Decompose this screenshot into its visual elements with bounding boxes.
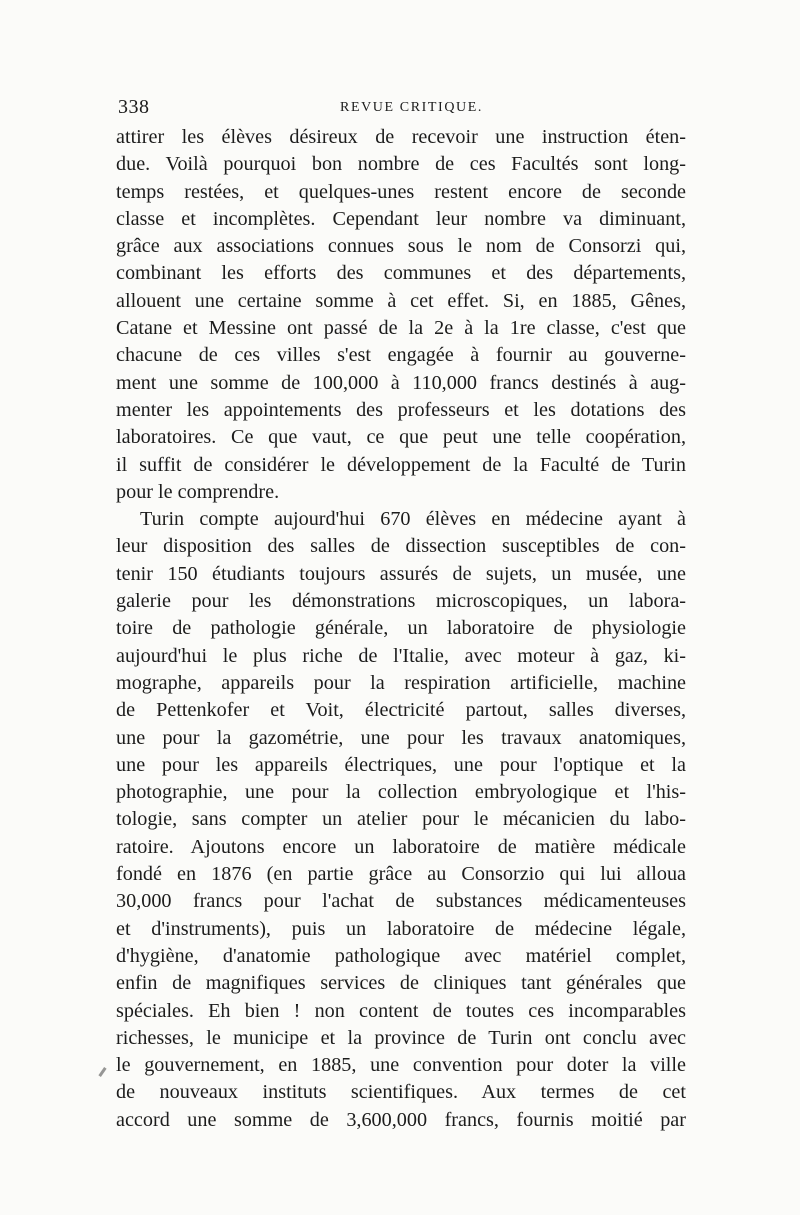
paragraph-1 xyxy=(116,124,686,506)
page-header xyxy=(118,96,684,122)
text-line: 30,000 francs pour l'achat de substances médicamenteuses xyxy=(116,890,686,913)
text-line: leur disposition des salles de dissection susceptibles de con- xyxy=(116,535,686,558)
text-line: richesses, le municipe et la province de Turin ont conclu avec xyxy=(116,1026,686,1049)
text-line: Catane et Messine ont passé de la 2e à la 1re classe, c'est que xyxy=(116,317,686,340)
body-text xyxy=(116,124,686,1134)
text-line: photographie, une pour la collection embryologique et l'his- xyxy=(116,781,686,804)
text-line: aujourd'hui le plus riche de l'Italie, avec moteur à gaz, ki- xyxy=(116,644,686,667)
text-line: fondé en 1876 (en partie grâce au Consorzio qui lui alloua xyxy=(116,863,686,886)
text-line: une pour la gazométrie, une pour les travaux anatomiques, xyxy=(116,726,686,749)
text-line: une pour les appareils électriques, une pour l'optique et la xyxy=(116,753,686,776)
text-line: due. Voilà pourquoi bon nombre de ces Facultés sont long- xyxy=(116,153,686,176)
text-line: mographe, appareils pour la respiration artificielle, machine xyxy=(116,671,686,694)
text-line: de Pettenkofer et Voit, électricité partout, salles diverses, xyxy=(116,699,686,722)
text-line: spéciales. Eh bien ! non content de toutes ces incomparables xyxy=(116,999,686,1022)
running-title: REVUE CRITIQUE. xyxy=(340,100,483,115)
text-line: de nouveaux instituts scientifiques. Aux termes de cet xyxy=(116,1081,686,1104)
text-line: grâce aux associations connues sous le nom de Consorzi qui, xyxy=(116,235,686,258)
text-line: ratoire. Ajoutons encore un laboratoire de matière médicale xyxy=(116,835,686,858)
text-line: laboratoires. Ce que vaut, ce que peut une telle coopération, xyxy=(116,426,686,449)
text-line: temps restées, et quelques-unes restent encore de seconde xyxy=(116,180,686,203)
text-line: attirer les élèves désireux de recevoir une instruction éten- xyxy=(116,126,686,148)
text-line: tenir 150 étudiants toujours assurés de sujets, un musée, une xyxy=(116,562,686,585)
paragraph-2 xyxy=(116,506,686,1134)
text-line: combinant les efforts des communes et des départements, xyxy=(116,262,686,285)
page-number: 338 xyxy=(118,96,150,118)
text-line: galerie pour les démonstrations microscopiques, un labora- xyxy=(116,590,686,613)
text-line: pour le comprendre. xyxy=(116,480,280,503)
text-line: et d'instruments), puis un laboratoire de médecine légale, xyxy=(116,917,686,940)
text-line: toire de pathologie générale, un laboratoire de physiologie xyxy=(116,617,686,640)
margin-pencil-mark xyxy=(98,1067,106,1077)
text-line: enfin de magnifiques services de cliniques tant générales que xyxy=(116,972,686,995)
text-line: chacune de ces villes s'est engagée à fournir au gouverne- xyxy=(116,344,686,367)
text-line: ment une somme de 100,000 à 110,000 francs destinés à aug- xyxy=(116,371,686,394)
text-line: classe et incomplètes. Cependant leur nombre va diminuant, xyxy=(116,207,686,230)
text-line: tologie, sans compter un atelier pour le mécanicien du labo- xyxy=(116,808,686,831)
text-line: le gouvernement, en 1885, une convention pour doter la ville xyxy=(116,1054,686,1077)
text-line: d'hygiène, d'anatomie pathologique avec matériel complet, xyxy=(116,944,686,967)
text-line: Turin compte aujourd'hui 670 élèves en médecine ayant à xyxy=(140,508,686,531)
text-line: accord une somme de 3,600,000 francs, fournis moitié par xyxy=(116,1108,686,1131)
text-line: menter les appointements des professeurs et les dotations des xyxy=(116,398,686,421)
text-line: allouent une certaine somme à cet effet. Si, en 1885, Gênes, xyxy=(116,289,686,312)
text-line: il suffit de considérer le développement de la Faculté de Turin xyxy=(116,453,686,476)
